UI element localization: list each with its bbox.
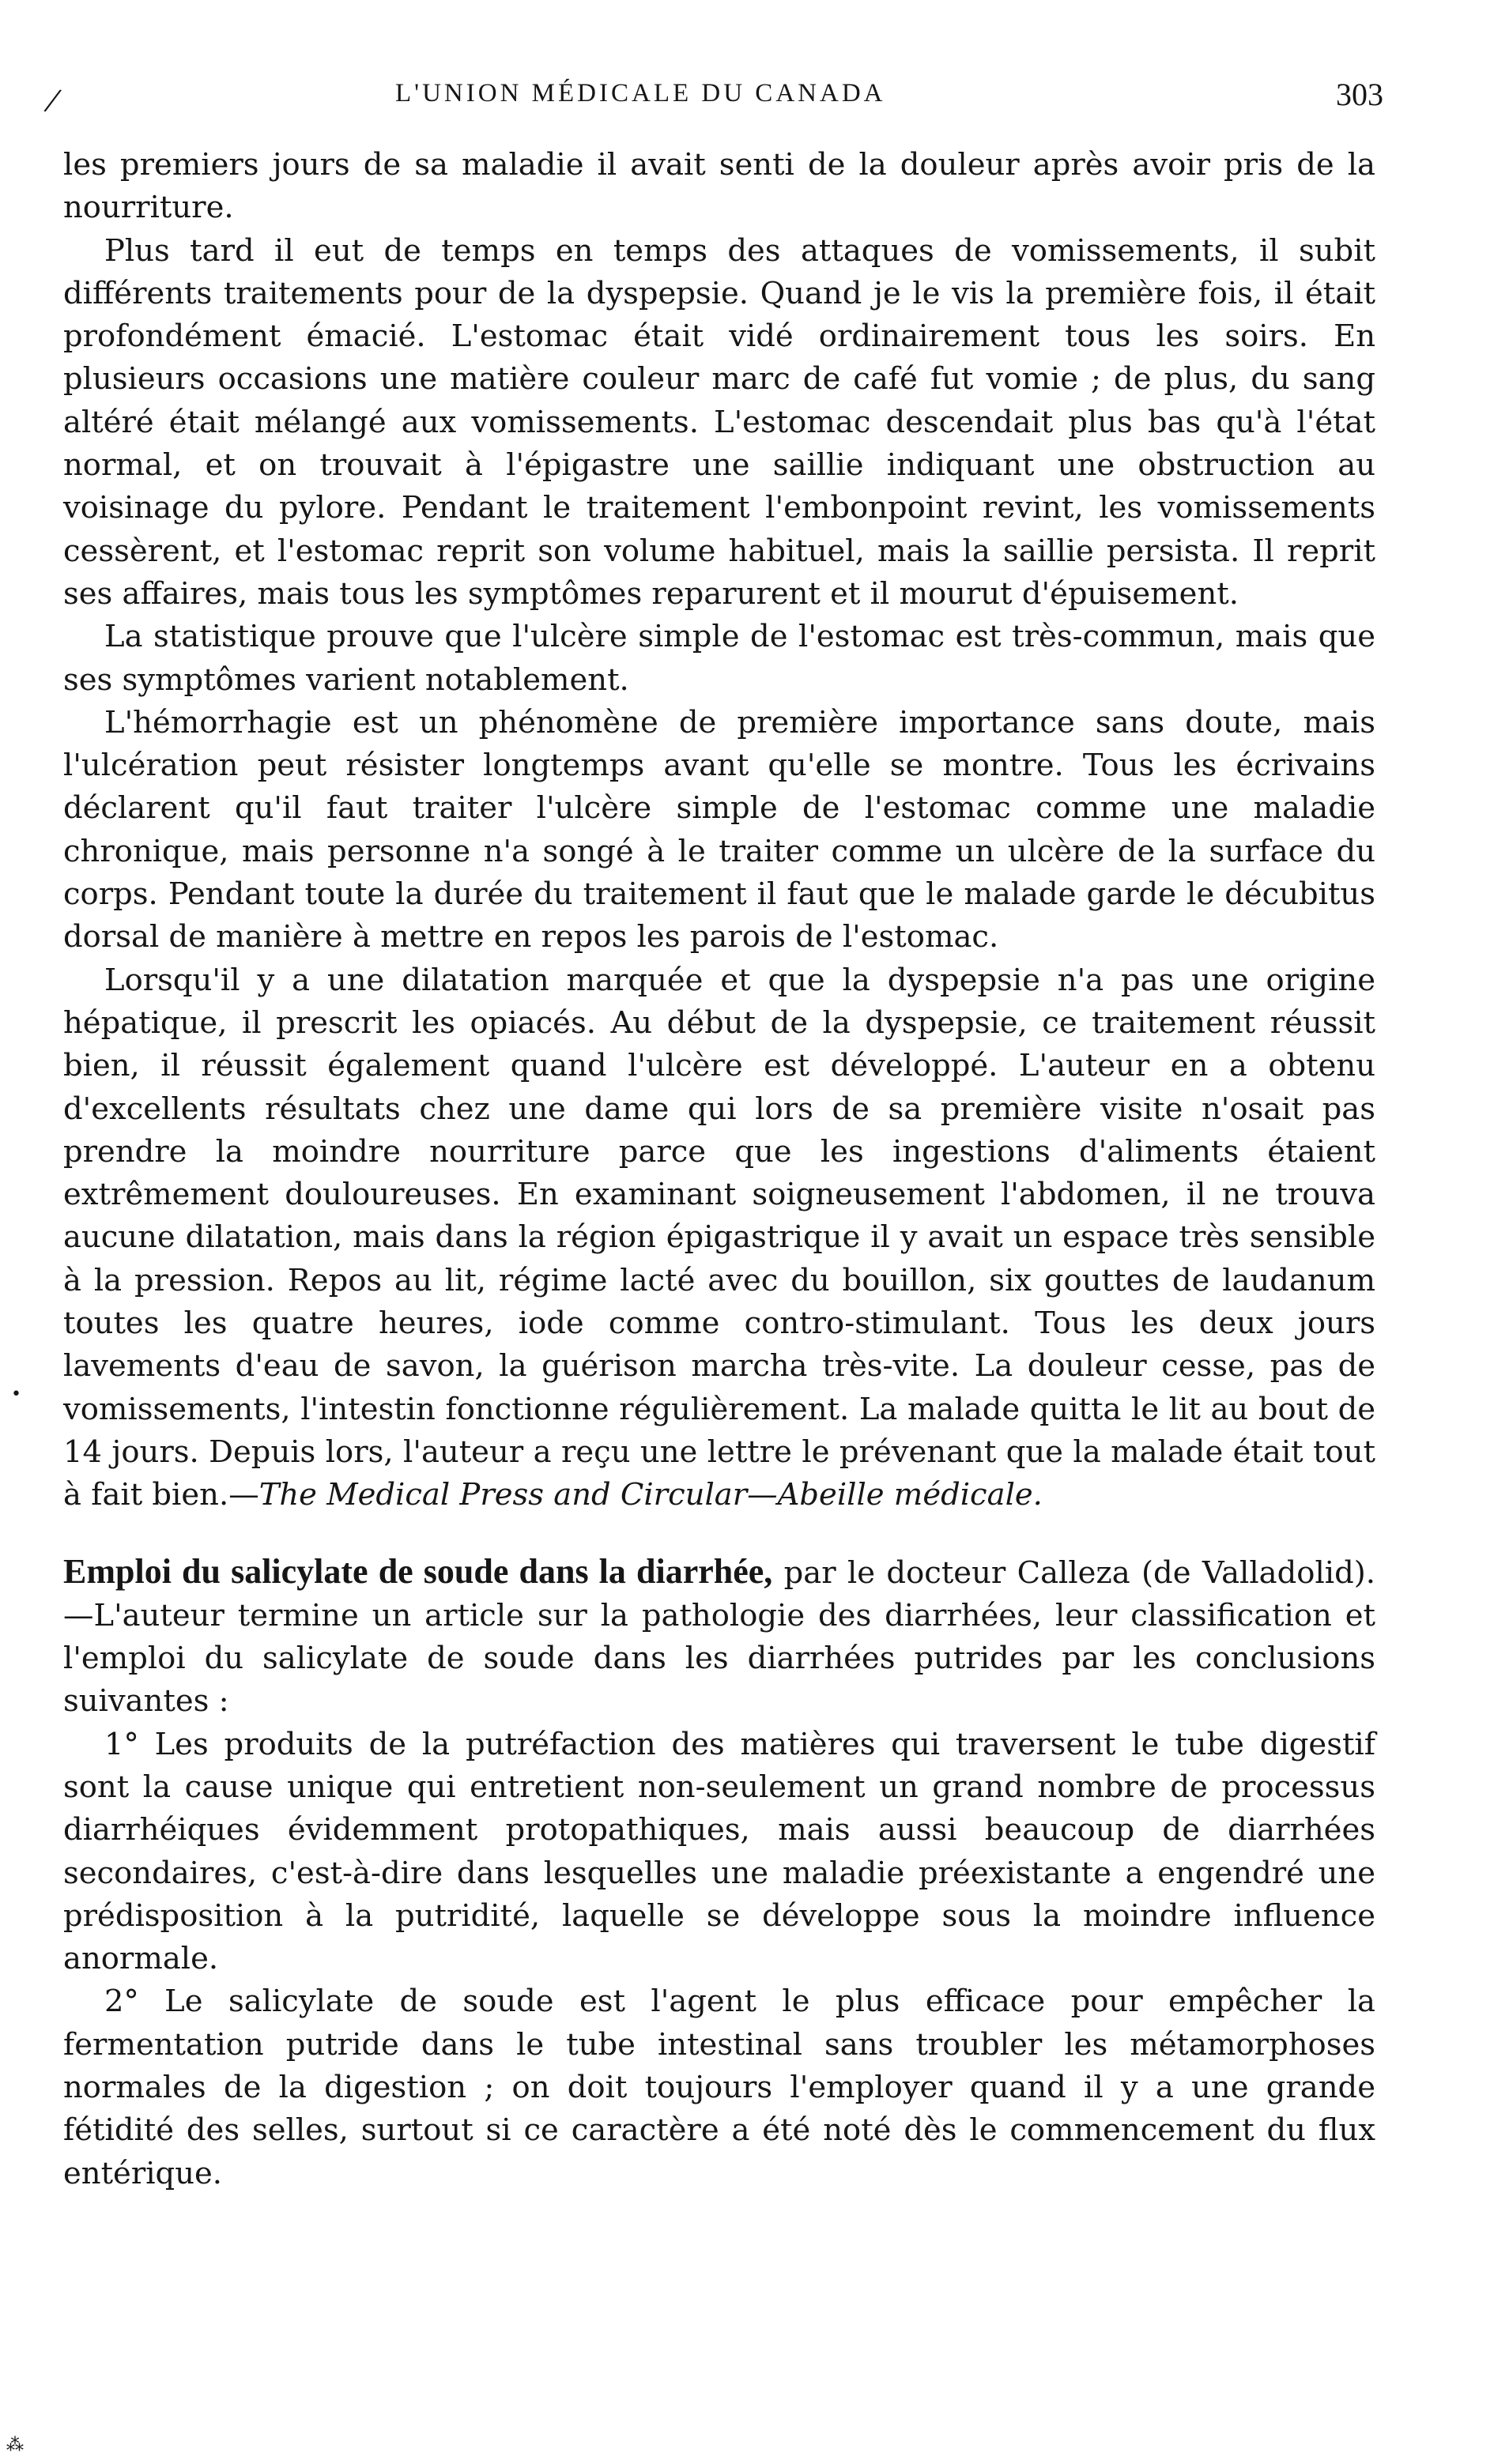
stray-ink-mark: /: [41, 79, 65, 122]
article-intro-text: par le docteur Calleza (de Valladolid).—L'auteur termine un article sur la pathologie des diarrhées, leur classification et l'emploi du salicylate de soude dans les diarrhées putrides par les conclusions suivantes :: [63, 1554, 1375, 1720]
body-text: [63, 144, 1375, 2195]
page-number: 303: [1336, 77, 1383, 112]
running-title: L'UNION MÉDICALE DU CANADA: [395, 79, 886, 107]
paragraph: L'hémorrhagie est un phénomène de première importance sans doute, mais l'ulcération peut résister longtemps avant qu'elle se montre. Tous les écrivains déclarent qu'il faut traiter l'ulcère simple de l'estomac comme une maladie chronique, mais personne n'a songé à le traiter comme un ulcère de la surface du corps. Pendant toute la durée du traitement il faut que le malade garde le décubitus dorsal de manière à mettre en repos les parois de l'estomac.: [63, 704, 1375, 955]
paragraph: [63, 959, 1375, 1517]
conclusion-2: 2° Le salicylate de soude est l'agent le plus efficace pour empêcher la fermentation putride dans le tube intestinal sans troubler les métamorphoses normales de la digestion ; on doit toujours l'employer quand il y a une grande fétidité des selles, surtout si ce caractère a été noté dès le commencement du flux entérique.: [63, 1984, 1375, 2191]
margin-mark: •: [11, 1385, 21, 1404]
bottom-mark: ⁂: [6, 2436, 24, 2455]
paragraph: Plus tard il eut de temps en temps des attaques de vomissements, il subit différents traitements pour de la dyspepsie. Quand je le vis la première fois, il était profondément émacié. L'estomac était vidé ordinairement tous les soirs. En plusieurs occasions une matière couleur marc de café fut vomie ; de plus, du sang altéré était mélangé aux vomissements. L'estomac descendait plus bas qu'à l'état normal, et on trouvait à l'épigastre une saillie indiquant une obstruction au voisinage du pylore. Pendant le traitement l'embonpoint revint, les vomissements cessèrent, et l'estomac reprit son volume habituel, mais la saillie persista. Il reprit ses affaires, mais tous les symptômes reparurent et il mourut d'épuisement.: [63, 232, 1375, 612]
paragraph: les premiers jours de sa maladie il avait senti de la douleur après avoir pris de la nourriture.: [63, 147, 1375, 226]
paragraph-text: Lorsqu'il y a une dilatation marquée et que la dyspepsie n'a pas une origine hépatique, il prescrit les opiacés. Au début de la dyspepsie, ce traitement réussit bien, il réussit également quand l'ulcère est développé. L'auteur en a obtenu d'excellents résultats chez une dame qui lors de sa première visite n'osait pas prendre la moindre nourriture parce que les ingestions d'aliments étaient extrêmement douloureuses. En examinant soigneusement l'abdomen, il ne trouva aucune dilatation, mais dans la région épigastrique il y avait un espace très sensible à la pression. Repos au lit, régime lacté avec du bouillon, six gouttes de laudanum toutes les quatre heures, iode comme contro-stimulant. Tous les deux jours lavements d'eau de savon, la guérison marcha très-vite. La douleur cesse, pas de vomissements, l'intestin fonctionne régulièrement. La malade quitta le lit au bout de 14 jours. Depuis lors, l'auteur a reçu une lettre le prévenant que la malade était tout à fait bien.—: [63, 962, 1375, 1513]
source-citation: The Medical Press and Circular—Abeille médicale.: [258, 1477, 1043, 1513]
conclusion-1: 1° Les produits de la putréfaction des matières qui traversent le tube digestif sont la cause unique qui entretient non-seulement un grand nombre de processus diarrhéiques évidemment protopathiques, mais aussi beaucoup de diarrhées secondaires, c'est-à-dire dans lesquelles une maladie préexistante a engendré une prédisposition à la putridité, laquelle se développe sous la moindre influence anormale.: [63, 1726, 1375, 1977]
section-spacer: [63, 1517, 1375, 1550]
article-intro: [63, 1550, 1375, 1724]
paragraph: La statistique prouve que l'ulcère simple de l'estomac est très-commun, mais que ses symptômes varient notablement.: [63, 619, 1375, 698]
page-header: [395, 76, 1383, 123]
article-heading: Emploi du salicylate de soude dans la diarrhée,: [63, 1551, 773, 1591]
